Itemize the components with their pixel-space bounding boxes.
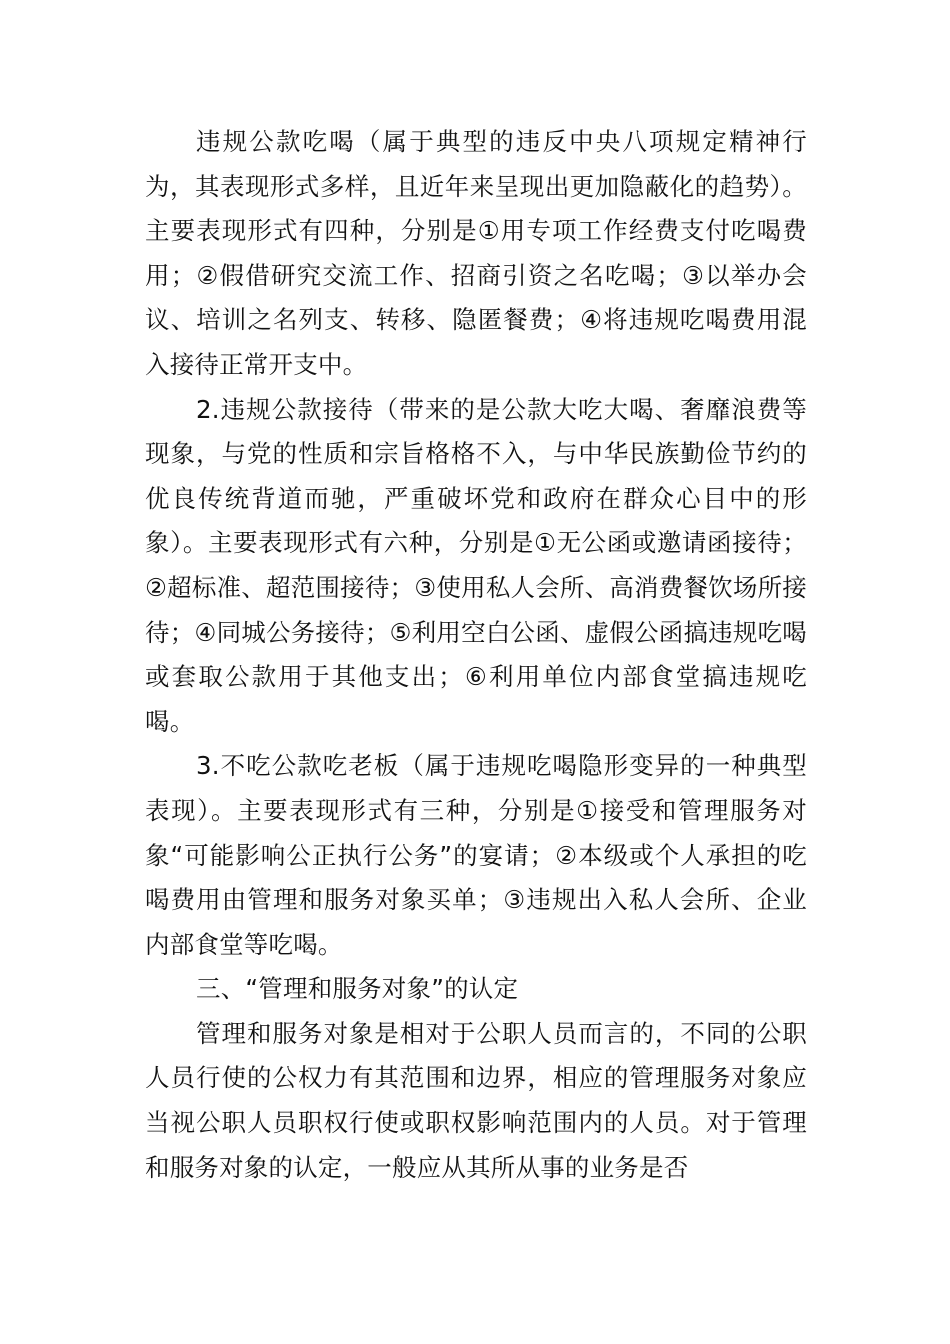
paragraph-public-funds-dining: 违规公款吃喝（属于典型的违反中央八项规定精神行为，其表现形式多样，且近年来呈现出更加隐蔽化的趋势）。主要表现形式有四种，分别是①用专项工作经费支付吃喝费用；②假借研究交流工作、招商引资之名吃喝；③以举办会议、培训之名列支、转移、隐匿餐费；④将违规吃喝费用混入接待正常开支中。 bbox=[145, 127, 807, 379]
section-heading-service-objects: 三、“管理和服务对象”的认定 bbox=[196, 974, 519, 1004]
paragraph-service-objects-definition: 管理和服务对象是相对于公职人员而言的，不同的公职人员行使的公权力有其范围和边界，相应的管理服务对象应当视公职人员职权行使或职权影响范围内的人员。对于管理和服务对象的认定，一般应从其所从事的业务是否 bbox=[145, 1018, 807, 1182]
paragraph-boss-paid-dining: 3.不吃公款吃老板（属于违规吃喝隐形变异的一种典型表现）。主要表现形式有三种，分别是①接受和管理服务对象“可能影响公正执行公务”的宴请；②本级或个人承担的吃喝费用由管理和服务对象买单；③违规出入私人会所、企业内部食堂等吃喝。 bbox=[145, 751, 807, 959]
document-page bbox=[145, 120, 807, 1190]
paragraph-public-funds-reception: 2.违规公款接待（带来的是公款大吃大喝、奢靡浪费等现象，与党的性质和宗旨格格不入，与中华民族勤俭节约的优良传统背道而驰，严重破坏党和政府在群众心目中的形象）。主要表现形式有六种，分别是①无公函或邀请函接待；②超标准、超范围接待；③使用私人会所、高消费餐饮场所接待；④同城公务接待；⑤利用空白公函、虚假公函搞违规吃喝或套取公款用于其他支出；⑥利用单位内部食堂搞违规吃喝。 bbox=[145, 394, 807, 736]
